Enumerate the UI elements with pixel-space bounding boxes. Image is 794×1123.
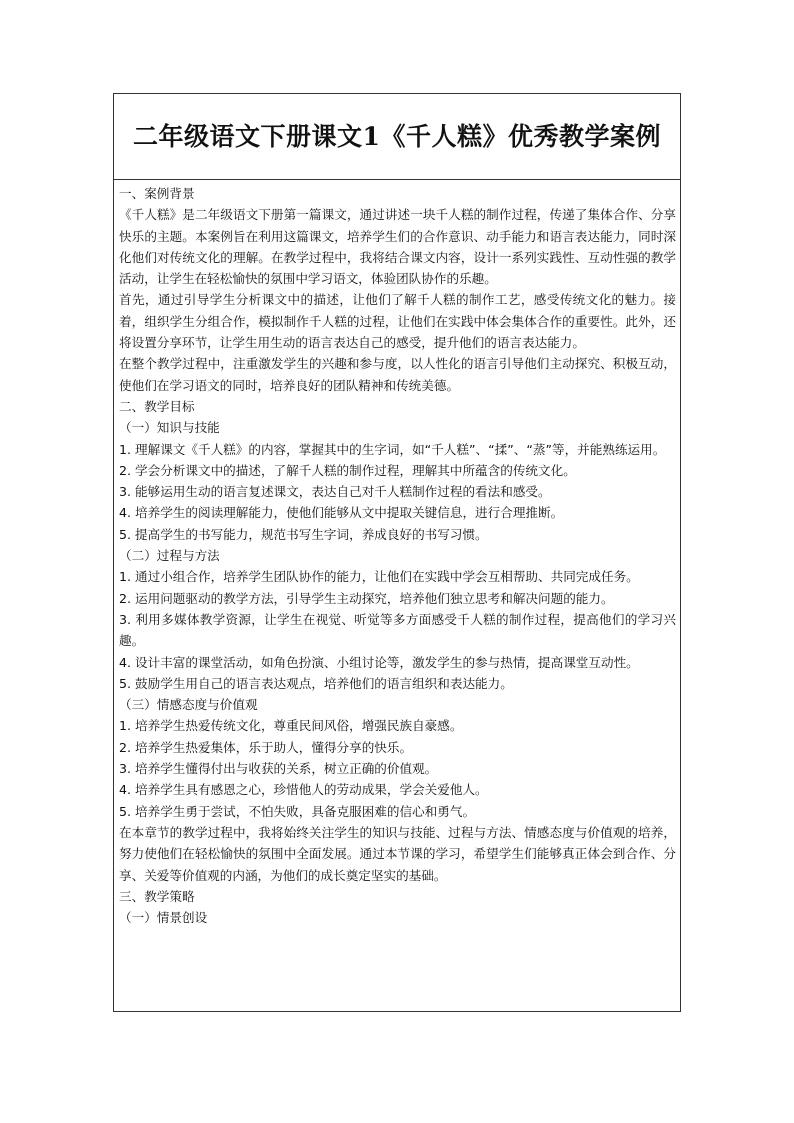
list-item: 5. 提高学生的书写能力，规范书写生字词，养成良好的书写习惯。 bbox=[119, 526, 488, 542]
paragraph-summary: 在本章节的教学过程中，我将始终关注学生的知识与技能、过程与方法、情感态度与价值观的培养，努力使他们在轻松愉快的氛围中全面发展。通过本节课的学习，希望学生们能够真正体会到合作、分享、关爱等价值观的内涵，为他们的成长奠定坚实的基础。 bbox=[119, 824, 676, 883]
title-cell bbox=[114, 94, 680, 180]
subheading-knowledge-skills: （一）知识与技能 bbox=[119, 420, 220, 436]
list-item: 3. 能够运用生动的语言复述课文，表达自己对千人糕制作过程的看法和感受。 bbox=[119, 484, 551, 500]
list-item: 5. 培养学生勇于尝试，不怕失败，具备克服困难的信心和勇气。 bbox=[119, 803, 476, 819]
list-item: 4. 培养学生的阅读理解能力，使他们能够从文中提取关键信息，进行合理推断。 bbox=[119, 505, 564, 521]
heading-case-background: 一、案例背景 bbox=[119, 186, 195, 201]
paragraph-throughout: 在整个教学过程中，注重激发学生的兴趣和参与度，以人性化的语言引导他们主动探究、积极互动，使他们在学习语文的同时，培养良好的团队精神和传统美德。 bbox=[119, 356, 676, 393]
document-title: 二年级语文下册课文1《千人糕》优秀教学案例 bbox=[133, 121, 661, 151]
list-item: 1. 培养学生热爱传统文化，尊重民间风俗，增强民族自豪感。 bbox=[119, 718, 463, 734]
list-item: 2. 培养学生热爱集体，乐于助人，懂得分享的快乐。 bbox=[119, 739, 413, 755]
list-item: 1. 通过小组合作，培养学生团队协作的能力，让他们在实践中学会互相帮助、共同完成任务。 bbox=[119, 569, 639, 585]
subheading-scenario-creation: （一）情景创设 bbox=[119, 910, 208, 926]
content-cell bbox=[114, 180, 680, 928]
document-table bbox=[113, 93, 681, 1012]
paragraph-first: 首先，通过引导学生分析课文中的描述，让他们了解千人糕的制作工艺，感受传统文化的魅力。接着，组织学生分组合作，模拟制作千人糕的过程，让他们在实践中体会集体合作的重要性。此外，还将设置分享环节，让学生用生动的语言表达自己的感受，提升他们的语言表达能力。 bbox=[119, 292, 676, 351]
heading-teaching-goals: 二、教学目标 bbox=[119, 398, 195, 414]
list-item: 2. 学会分析课文中的描述，了解千人糕的制作过程，理解其中所蕴含的传统文化。 bbox=[119, 462, 576, 478]
list-item: 3. 培养学生懂得付出与收获的关系，树立正确的价值观。 bbox=[119, 761, 438, 777]
list-item: 4. 设计丰富的课堂活动，如角色扮演、小组讨论等，激发学生的参与热情，提高课堂互动性。 bbox=[119, 654, 639, 670]
paragraph-intro: 《千人糕》是二年级语文下册第一篇课文，通过讲述一块千人糕的制作过程，传递了集体合作、分享快乐的主题。本案例旨在利用这篇课文，培养学生们的合作意识、动手能力和语言表达能力，同时深化他们对传统文化的理解。在教学过程中，我将结合课文内容，设计一系列实践性、互动性强的教学活动，让学生在轻松愉快的氛围中学习语文，体验团队协作的乐趣。 bbox=[119, 207, 676, 287]
heading-teaching-strategy: 三、教学策略 bbox=[119, 888, 195, 904]
list-item: 5. 鼓励学生用自己的语言表达观点，培养他们的语言组织和表达能力。 bbox=[119, 675, 513, 691]
list-item: 4. 培养学生具有感恩之心，珍惜他人的劳动成果，学会关爱他人。 bbox=[119, 782, 488, 798]
list-item: 2. 运用问题驱动的教学方法，引导学生主动探究，培养他们独立思考和解决问题的能力。 bbox=[119, 590, 614, 606]
list-item: 1. 理解课文《千人糕》的内容，掌握其中的生字词，如“千人糕”、“揉”、“蒸”等，并能熟练运用。 bbox=[119, 441, 666, 457]
subheading-process-methods: （二）过程与方法 bbox=[119, 548, 220, 564]
subheading-emotion-values: （三）情感态度与价值观 bbox=[119, 697, 258, 713]
list-item: 3. 利用多媒体教学资源，让学生在视觉、听觉等多方面感受千人糕的制作过程，提高他们的学习兴趣。 bbox=[119, 611, 676, 649]
